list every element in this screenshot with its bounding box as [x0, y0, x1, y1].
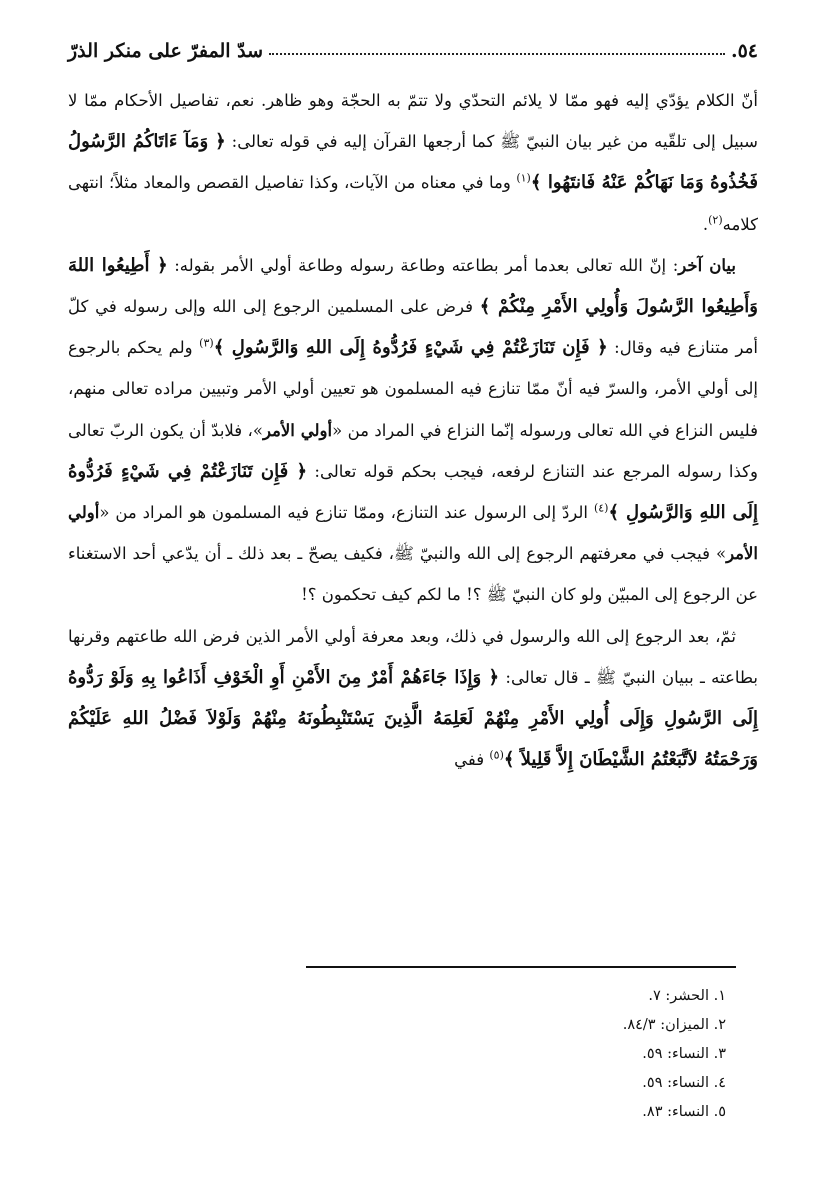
footnote-separator [306, 966, 736, 968]
quran-verse: ﴿ فَإِن تَنَازَعْتُمْ فِي شَيْءٍ فَرُدُّوهُ إِلَى اللهِ وَالرَّسُولِ ﴾ [68, 460, 758, 524]
header-dot-leader [269, 52, 725, 55]
quran-verse: ﴿ وَإِذَا جَاءَهُمْ أَمْرٌ مِنَ الأَمْنِ أَوِ الْخَوْفِ أَذَاعُوا بِهِ وَلَوْ رَدُّوهُ إِلَى الرَّسُولِ وَإِلَى أُولِي الأَمْرِ مِنْهُمْ لَعَلِمَهُ الَّذِينَ يَسْتَنْبِطُونَهُ مِنْهُمْ وَلَوْلاَ فَضْلُ اللهِ عَلَيْكُمْ وَرَحْمَتُهُ لاَتَّبَعْتُمُ الشَّيْطَانَ إِلاَّ قَلِيلاً ﴾ [68, 666, 758, 771]
running-title: سدّ المفرّ على منكر الذرّ [68, 40, 264, 62]
paragraph-1 [68, 80, 758, 245]
footnotes [226, 982, 726, 1127]
quran-verse: ﴿ فَإِن تَنَازَعْتُمْ فِي شَيْءٍ فَرُدُّوهُ إِلَى اللهِ وَالرَّسُولِ ﴾ [213, 337, 608, 359]
footnote-ref[interactable]: (٢) [708, 213, 723, 227]
paragraph-2 [68, 245, 758, 616]
quran-verse: ﴿ وَمَآ ءَاتَاكُمُ الرَّسُولُ فَخُذُوهُ وَمَا نَهَاكُمْ عَنْهُ فَانتَهُوا ﴾ [68, 131, 758, 194]
footnote: ١. الحشر: ٧. [648, 988, 726, 1004]
emphasis-term: أولي الأمر [68, 503, 758, 564]
main-text [68, 80, 758, 780]
text-run: وما في معناه من الآيات، وكذا تفاصيل القصص والمعاد مثلاً؛ انتهى كلامه [68, 173, 758, 234]
footnote: ٥. النساء: ٨٣. [642, 1104, 726, 1120]
page-header [68, 28, 758, 62]
footnote-ref[interactable]: (٣) [199, 336, 214, 350]
text-run: » فيجب في معرفتهم الرجوع إلى الله والنبيّ ﷺ، فكيف يصحّ ـ بعد ذلك ـ أن يدّعي أحد الاستغناء عن الرجوع إلى المبيّن ولو كان النبيّ ﷺ ؟! ما لكم كيف تحكمون ؟! [68, 544, 758, 605]
quran-verse: ﴿ أَطِيعُوا اللهَ وَأَطِيعُوا الرَّسُولَ وَأُولِي الأَمْرِ مِنْكُمْ ﴾ [68, 254, 758, 318]
footnote: ٢. الميزان: ٨٤/٣. [622, 1017, 726, 1033]
footnote: ٤. النساء: ٥٩. [642, 1075, 726, 1091]
paragraph-3 [68, 616, 758, 781]
footnote: ٣. النساء: ٥٩. [642, 1046, 726, 1062]
page-number: ٥٤. [730, 40, 758, 62]
footnote-ref[interactable]: (٥) [489, 748, 504, 762]
text-run: أنّ الكلام يؤدّي إليه فهو ممّا لا يلائم التحدّي ولا تتمّ به الحجّة وهو ظاهر. نعم، تفاصيل الأحكام ممّا لا سبيل إلى تلقّيه من غير بيان النبيّ ﷺ كما أرجعها القرآن إليه في قوله تعالى: [68, 91, 758, 152]
text-run: ولم يحكم بالرجوع إلى أولي الأمر، والسرّ فيه أنّ ممّا تنازع فيه المسلمون هو تعيين أولي الأمر وتبيين مراده تعالى منهم، فليس النزاع في الله تعالى ورسوله إنّما النزاع في المراد من « [68, 338, 759, 440]
text-run: ففي [454, 750, 490, 770]
footnote-ref[interactable]: (٤) [593, 501, 609, 515]
text-run: ثمّ، بعد الرجوع إلى الله والرسول في ذلك، وبعد معرفة أولي الأمر الذين فرض الله طاعتهم وقرنها بطاعته ـ ببيان النبيّ ﷺ ـ قال تعالى: [68, 626, 758, 687]
text-run: فرض على المسلمين الرجوع إلى الله وإلى رسوله في كلّ أمر متنازع فيه وقال: [68, 297, 758, 358]
section-label: بيان آخر [678, 255, 736, 275]
text-run: الردّ إلى الرسول عند التنازع، وممّا تنازع فيه المسلمون هو المراد من « [99, 503, 594, 523]
emphasis-term: أولي الأمر [262, 420, 333, 440]
text-run: . [702, 214, 709, 234]
text-run: »، فلابدّ أن يكون الربّ تعالى وكذا رسوله المرجع عند التنازع لرفعه، فيجب بحكم قوله تعالى: [68, 420, 758, 481]
footnote-ref[interactable]: (١) [516, 171, 531, 185]
text-run: : إنّ الله تعالى بعدما أمر بطاعته وطاعة رسوله وطاعة أولي الأمر بقوله: [167, 255, 679, 275]
